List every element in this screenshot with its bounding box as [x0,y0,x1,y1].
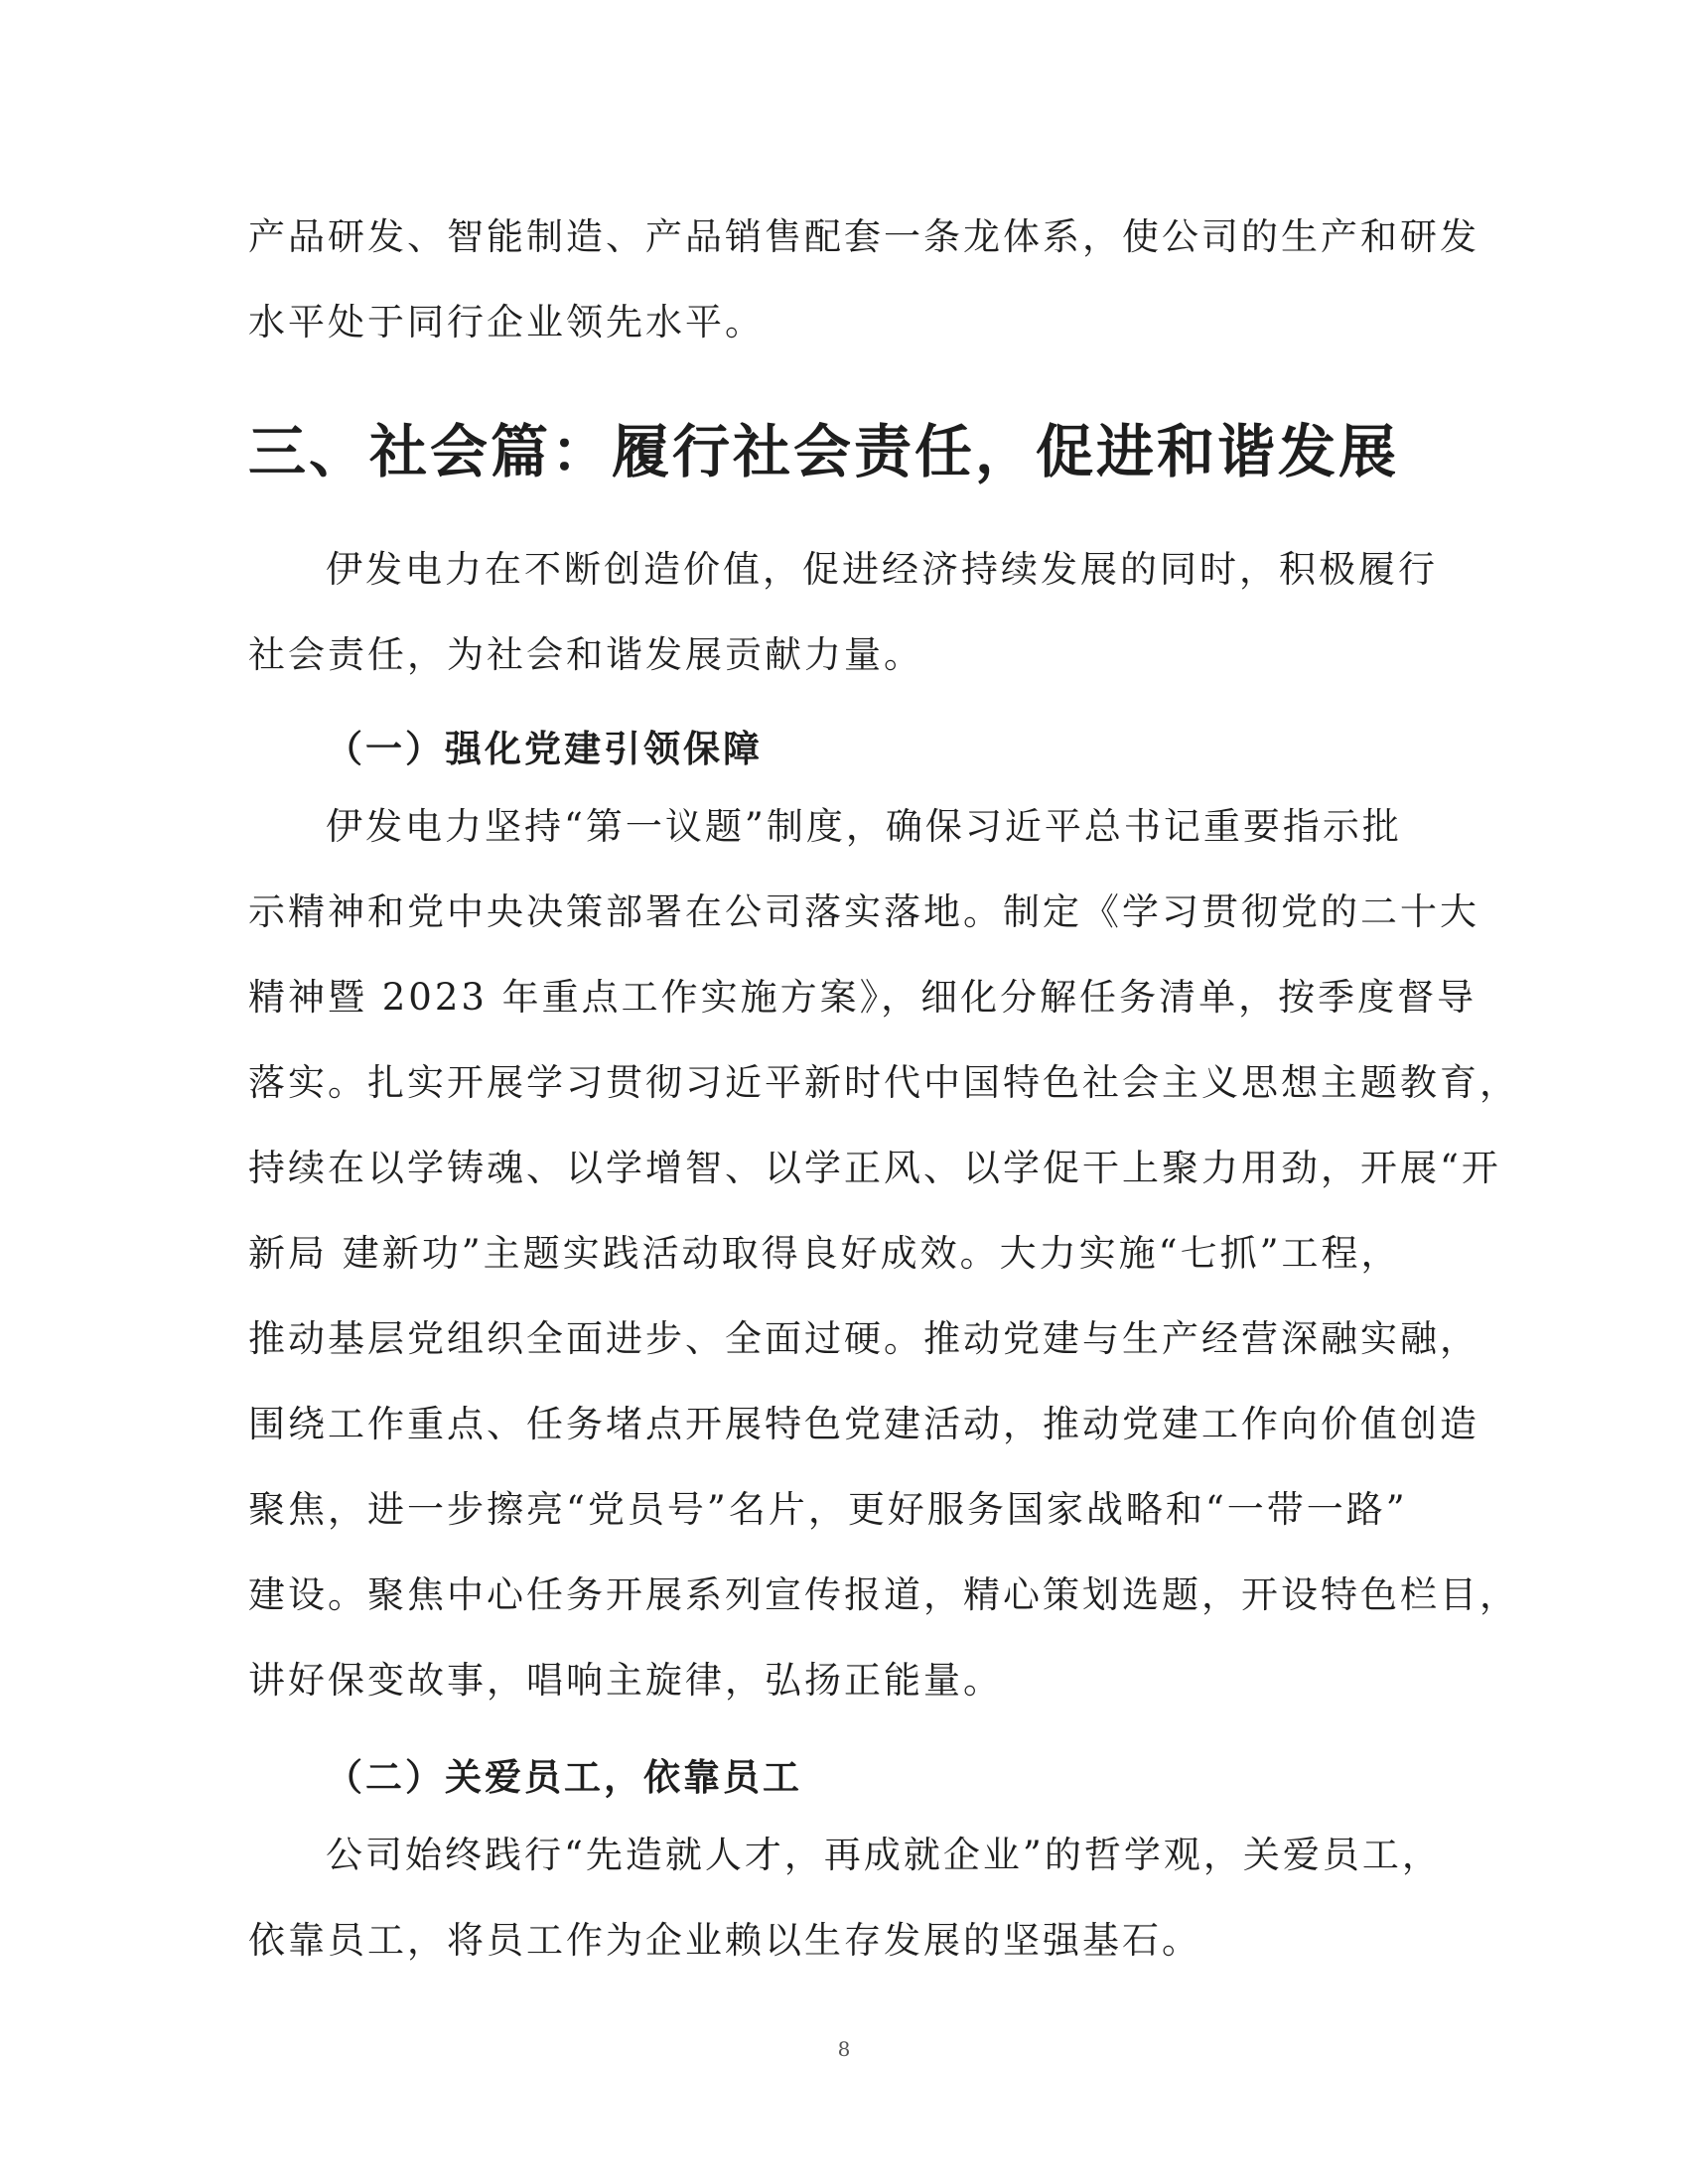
continuation-paragraph [248,195,1479,365]
paragraph-line: 落实。扎实开展学习贯彻习近平新时代中国特色社会主义思想主题教育， [248,1061,1519,1104]
paragraph-line: 伊发电力坚持“第一议题”制度，确保习近平总书记重要指示批 [326,805,1402,848]
paragraph-line: 产品研发、智能制造、产品销售配套一条龙体系，使公司的生产和研发 [248,215,1479,258]
paragraph-line: 讲好保变故事，唱响主旋律，弘扬正能量。 [248,1659,1003,1702]
paragraph-line: 围绕工作重点、任务堵点开展特色党建活动，推动党建工作向价值创造 [248,1403,1479,1445]
paragraph-line: 示精神和党中央决策部署在公司落实落地。制定《学习贯彻党的二十大 [248,890,1479,933]
paragraph-line: 伊发电力在不断创造价值，促进经济持续发展的同时，积极履行 [326,548,1438,591]
employee-care-paragraph [248,1813,1479,1983]
paragraph-line: 推动基层党组织全面进步、全面过硬。推动党建与生产经营深融实融， [248,1317,1479,1360]
paragraph-line: 建设。聚焦中心任务开展系列宣传报道，精心策划选题，开设特色栏目， [248,1573,1519,1616]
subsection-heading-2: （二）关爱员工，依靠员工 [326,1755,802,1799]
intro-paragraph [248,527,1479,698]
page-number: 8 [837,2037,851,2061]
paragraph-line: 水平处于同行企业领先水平。 [248,301,765,343]
paragraph-line: 社会责任，为社会和谐发展贡献力量。 [248,633,923,676]
paragraph-line: 持续在以学铸魂、以学增智、以学正风、以学促干上聚力用劲，开展“开 [248,1147,1501,1189]
paragraph-line: 新局 建新功”主题实践活动取得良好成效。大力实施“七抓”工程， [248,1232,1401,1275]
section-heading: 三、社会篇：履行社会责任，促进和谐发展 [248,418,1400,485]
party-building-paragraph [248,784,1519,1723]
subsection-heading-1: （一）强化党建引领保障 [326,727,763,770]
paragraph-line: 依靠员工，将员工作为企业赖以生存发展的坚强基石。 [248,1919,1201,1962]
paragraph-line: 公司始终践行“先造就人才，再成就企业”的哲学观，关爱员工， [326,1834,1442,1876]
paragraph-line: 聚焦，进一步擦亮“党员号”名片，更好服务国家战略和“一带一路” [248,1488,1408,1531]
paragraph-line: 精神暨 2023 年重点工作实施方案》，细化分解任务清单，按季度督导 [248,976,1477,1019]
